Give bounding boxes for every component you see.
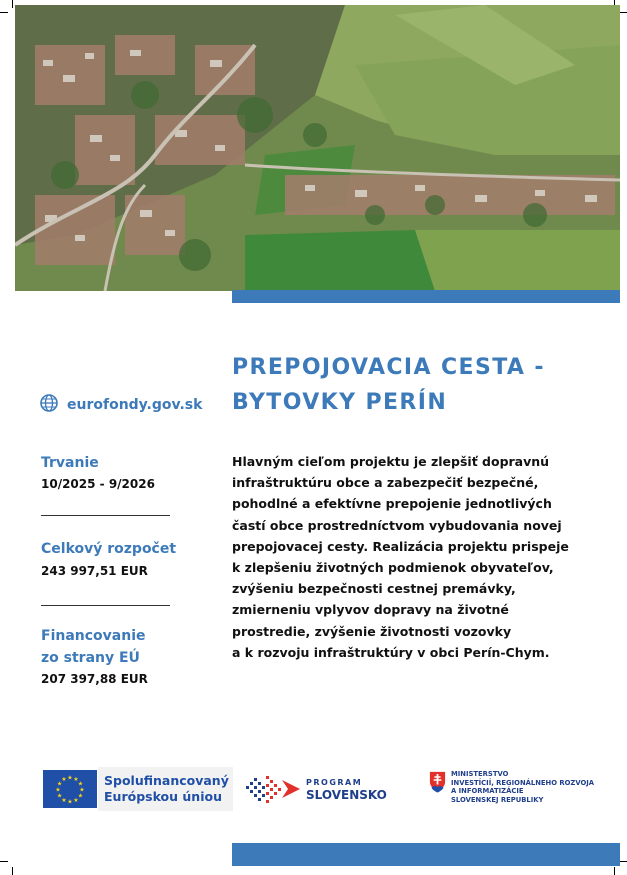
program-name: SLOVENSKO (306, 788, 387, 802)
description-line: zmierneniu vplyvov dopravy na životné (232, 602, 509, 618)
eu-star-icon: ★ (56, 792, 63, 800)
eu-funding-label-line: Financovanie (41, 628, 146, 644)
eu-text-line: Spolufinancovaný (104, 773, 229, 788)
duration-value: 10/2025 - 9/2026 (41, 477, 155, 491)
description-line: a k rozvoju infraštruktúry v obci Perín-Chym. (232, 644, 550, 660)
project-title (232, 350, 602, 420)
eu-funding-label-line: zo strany EÚ (41, 650, 140, 666)
ministry-line: A INFORMATIZÁCIE (451, 787, 524, 796)
description-line: prostredie, zvýšenie životnosti vozovky (232, 623, 512, 639)
description-line: pohodlné a efektívne prepojenie jednotlivých (232, 496, 552, 512)
globe-icon (40, 394, 58, 416)
eu-star-icon: ★ (61, 776, 67, 784)
slovak-coat-of-arms-icon (429, 771, 446, 797)
description-line: častí obce prostredníctvom vybudovania novej (232, 517, 562, 533)
aerial-village-photo (15, 5, 620, 291)
description-line: k zlepšeniu životných podmienok obyvateľov, (232, 560, 554, 576)
description-line: zvýšeniu bezpečnosti cestnej premávky, (232, 581, 516, 597)
project-description (232, 451, 572, 663)
eu-star-icon: ★ (77, 780, 84, 788)
eu-star-icon: ★ (55, 786, 61, 794)
eu-star-icon: ★ (73, 796, 79, 804)
crop-mark (0, 861, 8, 862)
budget-value: 243 997,51 EUR (41, 564, 148, 578)
description-line: infraštruktúru obce a zabezpečiť bezpečné, (232, 475, 539, 491)
program-slovensko-logo (244, 772, 302, 810)
crop-mark (619, 861, 627, 862)
ministry-line: SLOVENSKEJ REPUBLIKY (451, 795, 544, 804)
eu-star-icon: ★ (79, 786, 85, 794)
eu-funding-value: 207 397,88 EUR (41, 672, 148, 686)
eu-cofinanced-text (104, 773, 229, 805)
title-line: PREPOJOVACIA CESTA - (232, 355, 545, 380)
divider (41, 515, 170, 516)
program-label: PROGRAM (306, 778, 363, 787)
eu-star-icon: ★ (73, 776, 79, 784)
crop-mark (12, 0, 13, 8)
ministry-line: INVESTÍCIÍ, REGIONÁLNEHO ROZVOJA (451, 778, 595, 787)
program-slovensko-text (306, 776, 387, 802)
divider (41, 605, 170, 606)
crop-mark (614, 867, 615, 875)
description-line: Hlavným cieľom projektu je zlepšiť dopravnú (232, 454, 550, 469)
eu-star-icon: ★ (77, 792, 84, 800)
eu-funding-label (41, 625, 146, 669)
website-text: eurofondy.gov.sk (67, 397, 203, 413)
eu-star-icon: ★ (56, 780, 63, 788)
crop-mark (0, 12, 8, 13)
title-line: BYTOVKY PERÍN (232, 390, 448, 415)
eu-text-line: Európskou úniou (104, 789, 222, 804)
accent-bar-top (232, 290, 620, 303)
eu-star-icon: ★ (61, 796, 67, 804)
eu-star-icon: ★ (67, 774, 73, 782)
accent-bar-bottom (232, 843, 620, 866)
crop-mark (619, 12, 627, 13)
website-link[interactable] (40, 394, 202, 416)
budget-label: Celkový rozpočet (41, 541, 177, 557)
ministry-line: MINISTERSTVO (451, 770, 509, 778)
duration-label: Trvanie (41, 455, 99, 471)
eu-flag-logo (43, 770, 97, 808)
description-line: prepojovacej cesty. Realizácia projektu prispeje (232, 538, 569, 554)
crop-mark (12, 867, 13, 875)
ministry-text (451, 770, 594, 804)
eu-star-icon: ★ (67, 798, 73, 806)
